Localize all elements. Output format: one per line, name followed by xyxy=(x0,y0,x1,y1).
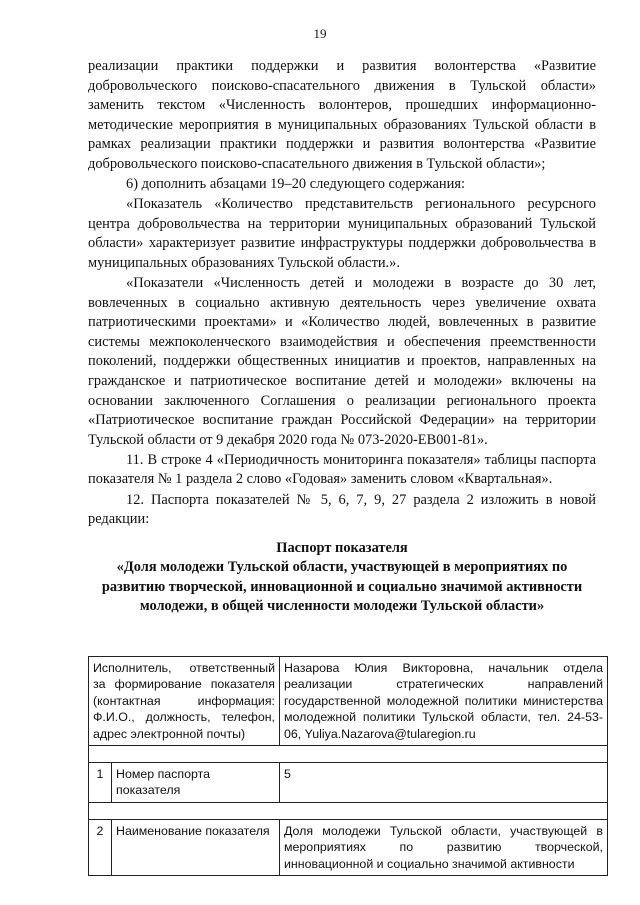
passport-heading: Паспорт показателя xyxy=(276,539,408,556)
table-row-executor xyxy=(89,657,608,746)
paragraph-item-6: 6) дополнить абзацами 19–20 следующего содержания: xyxy=(126,176,465,193)
row-number: 1 xyxy=(89,763,112,803)
paragraph-indicators-youth: «Показатели «Численность детей и молодежи в возрасте до 30 лет, вовлеченных в социально активную деятельность через увеличение охвата патриотическими проектами» и «Количество людей, вовлеченных в развитие системы межпоколенческого взаимодействия и обеспечения преемственности поколений, поддержки общественных инициатив и проектов, направленных на гражданское и патриотическое воспитание детей и молодежи» включены на основании заключенного Соглашения о реализации регионального проекта «Патриотическое воспитание граждан Российской Федерации» на территории Тульской области от 9 декабря 2020 года № 073-2020-ЕВ001-81». xyxy=(88,275,596,448)
row-label: Номер паспорта показателя xyxy=(112,763,280,803)
row-label: Наименование показателя xyxy=(112,819,280,875)
passport-subtitle: «Доля молодежи Тульской области, участвующей в мероприятиях по развитию творческой, инновационной и социально значимой активности молодежи, в общей численности молодежи Тульской области» xyxy=(101,559,583,614)
passport-table xyxy=(88,656,608,876)
paragraph-indicator-centers: «Показатель «Количество представительств регионального ресурсного центра добровольчества на территории муниципальных образований Тульской области» характеризует развитие инфраструктуры поддержки добровольчества в муниципальных образованиях Тульской области.». xyxy=(88,196,596,271)
executor-value-cell: Назарова Юлия Викторовна, начальник отдела реализации стратегических направлений государственной молодежной политики министерства молодежной политики Тульской области, тел. 24-53-06, Yuliya.Nazarova@tularegion.ru xyxy=(280,657,608,746)
row-value: 5 xyxy=(280,763,608,803)
passport-title-block xyxy=(88,539,596,617)
page-number: 19 xyxy=(313,26,327,41)
paragraph-continuation: реализации практики поддержки и развития волонтерства «Развитие добровольческого поисково-спасательного движения в Тульской области» заменить текстом «Численность волонтеров, прошедших информационно-методические мероприятия в муниципальных образованиях Тульской области в рамках реализации практики поддержки и развития волонтерства «Развитие добровольческого поисково-спасательного движения в Тульской области»; xyxy=(88,58,596,172)
paragraph-item-12: 12. Паспорта показателей № 5, 6, 7, 9, 27 раздела 2 изложить в новой редакции: xyxy=(88,491,596,528)
table-spacer xyxy=(89,746,608,763)
paragraph-item-11: 11. В строке 4 «Периодичность мониторинга показателя» таблицы паспорта показателя № 1 раздела 2 слово «Годовая» заменить словом «Квартальная». xyxy=(88,451,596,488)
table-row xyxy=(89,819,608,875)
table-spacer xyxy=(89,802,608,819)
row-value: Доля молодежи Тульской области, участвующей в мероприятиях по развитию творческой, инновационной и социально значимой активности xyxy=(280,819,608,875)
document-body xyxy=(88,57,596,616)
table-row xyxy=(89,763,608,803)
executor-label-cell: Исполнитель, ответственный за формирование показателя (контактная информация: Ф.И.О., должность, телефон, адрес электронной почты) xyxy=(89,657,280,746)
row-number: 2 xyxy=(89,819,112,875)
